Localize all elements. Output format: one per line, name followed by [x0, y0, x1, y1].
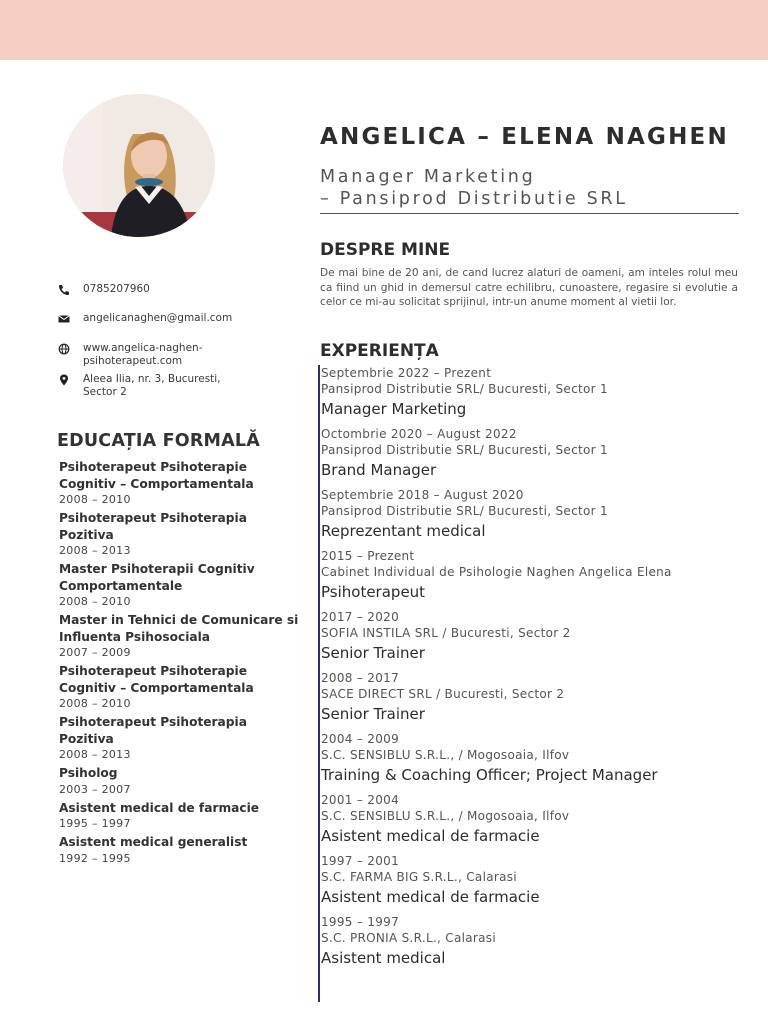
experience-company: Pansiprod Distributie SRL/ Bucuresti, Sector 1	[321, 443, 608, 457]
timeline-line	[318, 365, 320, 1002]
education-item	[59, 459, 299, 508]
address-line-1: Aleea Ilia, nr. 3, Bucuresti,	[83, 373, 221, 385]
education-period: 2008 – 2010	[59, 493, 131, 506]
experience-role: Psihoterapeut	[321, 583, 426, 601]
experience-item	[321, 549, 741, 604]
address	[83, 373, 221, 399]
about-text: De mai bine de 20 ani, de cand lucrez alaturi de oameni, am inteles rolul meu ca fiind un ghid in demersul catre echilibru, cunoastere, regasire si evolutie a celor ce mi-au solicitat sprijinul, intr-un anume moment al vietii lor.	[320, 267, 738, 308]
education-period: 1992 – 1995	[59, 851, 131, 865]
education-period: 2007 – 2009	[59, 646, 131, 659]
experience-item	[321, 793, 741, 848]
about-heading: DESPRE MINE	[320, 240, 451, 260]
experience-role: Training & Coaching Officer; Project Manager	[321, 766, 658, 784]
location-pin-icon	[57, 373, 71, 387]
experience-role: Senior Trainer	[321, 644, 425, 662]
experience-role: Manager Marketing	[321, 400, 467, 418]
experience-role: Asistent medical de farmacie	[321, 888, 540, 906]
experience-period: Septembrie 2022 – Prezent	[321, 366, 492, 380]
experience-period: 1995 – 1997	[321, 915, 400, 929]
education-heading: EDUCAȚIA FORMALĂ	[57, 431, 260, 451]
experience-period: 2001 – 2004	[321, 793, 400, 807]
job-title	[320, 166, 628, 210]
experience-role: Senior Trainer	[321, 705, 425, 723]
experience-company: S.C. PRONIA S.R.L., Calarasi	[321, 931, 496, 945]
education-period: 1995 – 1997	[59, 817, 131, 830]
education-period: 2008 – 2013	[59, 748, 131, 761]
education-name: Asistent medical de farmacie	[59, 800, 260, 815]
phone-icon	[57, 283, 71, 297]
experience-period: 2004 – 2009	[321, 732, 400, 746]
experience-item	[321, 366, 741, 421]
education-item	[59, 765, 299, 798]
education-period: 2003 – 2007	[59, 782, 131, 796]
experience-item	[321, 488, 741, 543]
experience-item	[321, 610, 741, 665]
experience-role: Reprezentant medical	[321, 522, 486, 540]
education-item	[59, 510, 299, 559]
experience-period: 2017 – 2020	[321, 610, 400, 624]
experience-company: S.C. SENSIBLU S.R.L., / Mogosoaia, Ilfov	[321, 748, 570, 762]
phone-number: 0785207960	[83, 283, 150, 295]
education-period: 2008 – 2010	[59, 697, 131, 710]
title-divider	[320, 213, 739, 214]
email-address: angelicanaghen@gmail.com	[83, 312, 233, 324]
experience-item	[321, 732, 741, 787]
education-item	[59, 714, 299, 763]
experience-item	[321, 854, 741, 909]
globe-icon	[57, 342, 71, 356]
experience-company: S.C. FARMA BIG S.R.L., Calarasi	[321, 870, 517, 884]
profile-photo	[63, 94, 215, 237]
education-period: 2008 – 2013	[59, 544, 131, 557]
experience-company: Pansiprod Distributie SRL/ Bucuresti, Sector 1	[321, 382, 608, 396]
person-name: ANGELICA – ELENA NAGHEN	[320, 124, 729, 150]
education-list	[59, 459, 299, 869]
address-line-2: Sector 2	[83, 386, 127, 398]
experience-period: 2008 – 2017	[321, 671, 400, 685]
experience-company: Pansiprod Distributie SRL/ Bucuresti, Sector 1	[321, 504, 608, 518]
education-name: Master in Tehnici de Comunicare si Influenta Psihosociala	[59, 613, 299, 644]
education-item	[59, 800, 299, 833]
education-name: Psihoterapeut Psihoterapie Cognitiv – Comportamentala	[59, 460, 254, 491]
experience-role: Asistent medical	[321, 949, 446, 967]
experience-period: 2015 – Prezent	[321, 549, 415, 563]
experience-item	[321, 915, 741, 970]
experience-role: Brand Manager	[321, 461, 437, 479]
job-title-line-1: Manager Marketing	[320, 167, 536, 187]
header-banner	[0, 0, 768, 60]
website-line-2: psihoterapeut.com	[83, 355, 183, 367]
education-name: Psihoterapeut Psihoterapie Cognitiv – Comportamentala	[59, 664, 254, 695]
experience-company: S.C. SENSIBLU S.R.L., / Mogosoaia, Ilfov	[321, 809, 570, 823]
experience-company: Cabinet Individual de Psihologie Naghen Angelica Elena	[321, 565, 672, 579]
education-item	[59, 612, 299, 661]
mail-icon	[57, 312, 71, 326]
experience-company: SACE DIRECT SRL / Bucuresti, Sector 2	[321, 687, 565, 701]
education-name: Psihoterapeut Psihoterapia Pozitiva	[59, 511, 247, 542]
experience-list	[321, 366, 741, 976]
education-name: Psiholog	[59, 766, 118, 780]
experience-period: Septembrie 2018 – August 2020	[321, 488, 524, 502]
education-item	[59, 561, 299, 610]
education-item	[59, 834, 299, 867]
education-name: Master Psihoterapii Cognitiv Comportamentale	[59, 562, 255, 593]
experience-item	[321, 671, 741, 726]
education-item	[59, 663, 299, 712]
experience-company: SOFIA INSTILA SRL / Bucuresti, Sector 2	[321, 626, 571, 640]
education-name: Asistent medical generalist	[59, 835, 248, 849]
experience-heading: EXPERIENȚA	[320, 341, 439, 361]
job-title-line-2: – Pansiprod Distributie SRL	[320, 189, 628, 209]
education-name: Psihoterapeut Psihoterapia Pozitiva	[59, 715, 247, 746]
experience-period: Octombrie 2020 – August 2022	[321, 427, 517, 441]
education-period: 2008 – 2010	[59, 595, 131, 608]
website-url	[83, 342, 203, 368]
website-line-1: www.angelica-naghen-	[83, 342, 203, 354]
experience-item	[321, 427, 741, 482]
experience-role: Asistent medical de farmacie	[321, 827, 540, 845]
experience-period: 1997 – 2001	[321, 854, 400, 868]
